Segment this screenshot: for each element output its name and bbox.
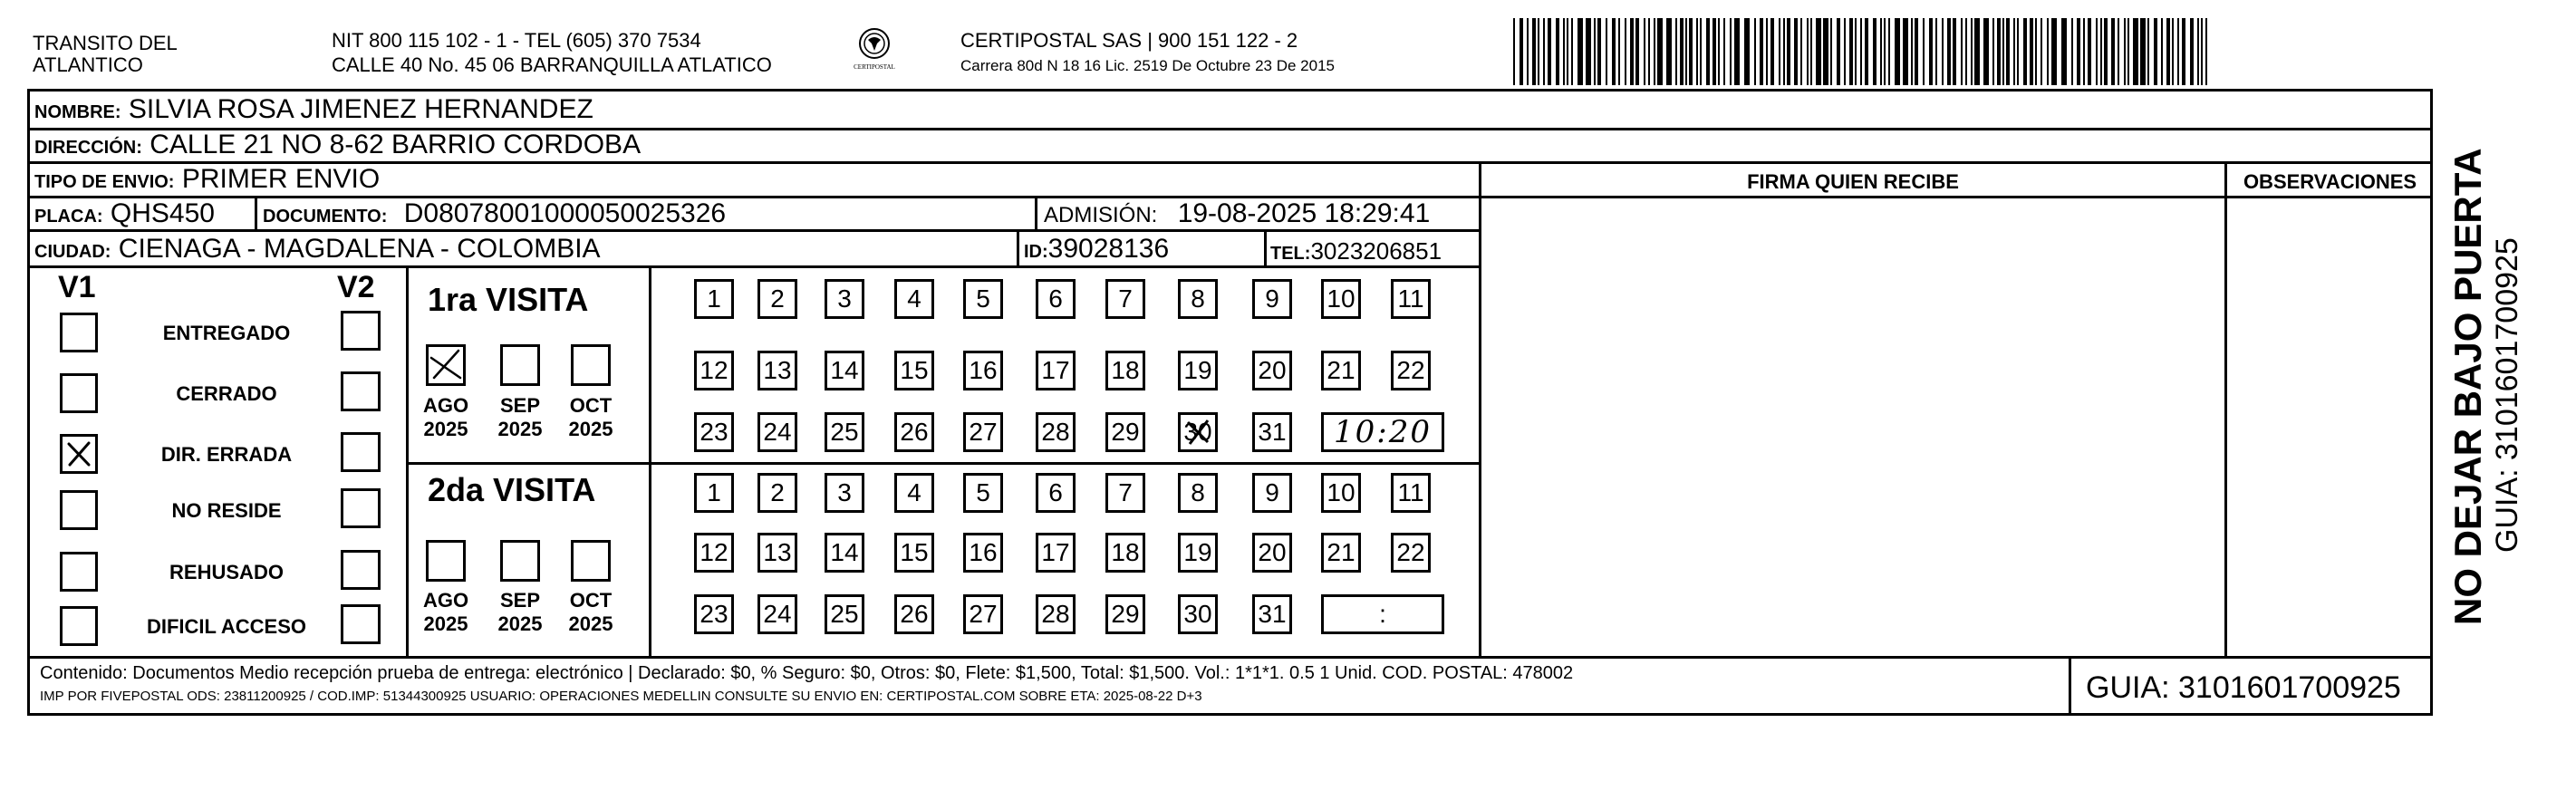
barcode-bar bbox=[2017, 18, 2019, 85]
barcode-bar bbox=[1538, 18, 1539, 85]
barcode-bar bbox=[2013, 18, 2015, 85]
first-visit-month-checkbox[interactable] bbox=[571, 344, 611, 386]
month-name: SEP bbox=[499, 589, 541, 612]
second-visit-day-12[interactable]: 12 bbox=[694, 533, 734, 573]
barcode-bar bbox=[1915, 18, 1918, 85]
barcode-bar bbox=[2190, 18, 2194, 85]
nombre-label: NOMBRE: bbox=[34, 102, 121, 122]
first-visit-day-31[interactable]: 31 bbox=[1252, 412, 1292, 452]
second-visit-day-19[interactable]: 19 bbox=[1178, 533, 1218, 573]
barcode-bar bbox=[1685, 18, 1687, 85]
barcode-bar bbox=[2083, 18, 2085, 85]
status-v2-checkbox[interactable] bbox=[341, 432, 381, 472]
status-v1-checkbox[interactable] bbox=[60, 313, 98, 352]
first-visit-day-11[interactable]: 11 bbox=[1391, 279, 1431, 319]
status-v2-checkbox[interactable] bbox=[341, 604, 381, 644]
documento-value: D08078001000050025326 bbox=[403, 198, 727, 228]
status-label: CERRADO bbox=[176, 382, 277, 405]
second-visit-day-20[interactable]: 20 bbox=[1252, 533, 1292, 573]
barcode-bar bbox=[1965, 18, 1967, 85]
second-visit-day-4[interactable]: 4 bbox=[894, 473, 934, 513]
first-visit-month-label bbox=[419, 394, 473, 441]
second-visit-day-16[interactable]: 16 bbox=[963, 533, 1003, 573]
barcode-bar bbox=[2041, 18, 2042, 85]
address-line: CALLE 40 No. 45 06 BARRANQUILLA ATLATICO bbox=[332, 53, 772, 76]
second-visit-day-21[interactable]: 21 bbox=[1321, 533, 1361, 573]
v2-header: V2 bbox=[337, 270, 375, 304]
first-visit-day-21[interactable]: 21 bbox=[1321, 351, 1361, 390]
barcode-bar bbox=[1577, 18, 1583, 85]
second-visit-day-17[interactable]: 17 bbox=[1036, 533, 1076, 573]
no-dejar-warning: NO DEJAR BAJO PUERTA bbox=[2446, 148, 2489, 625]
second-visit-month-checkbox[interactable] bbox=[426, 540, 466, 582]
admision-row bbox=[1044, 198, 1430, 231]
barcode-bar bbox=[1718, 18, 1720, 85]
barcode-bar bbox=[1571, 18, 1573, 85]
status-v2-checkbox[interactable] bbox=[341, 488, 381, 528]
status-v1-checkbox[interactable] bbox=[60, 373, 98, 413]
license-line: Carrera 80d N 18 16 Lic. 2519 De Octubre 23 De 2015 bbox=[960, 57, 1335, 74]
barcode-bar bbox=[1935, 18, 1937, 85]
footer-guia: GUIA: 3101601700925 bbox=[2086, 670, 2401, 705]
barcode-bar bbox=[2088, 18, 2091, 85]
ciudad-label: CIUDAD: bbox=[34, 242, 111, 262]
first-visit-day-27[interactable]: 27 bbox=[963, 412, 1003, 452]
barcode-bar bbox=[1625, 18, 1626, 85]
barcode-bar bbox=[2127, 18, 2129, 85]
barcode-bar bbox=[2006, 18, 2010, 85]
barcode-bar bbox=[1648, 18, 1650, 85]
month-year: 2025 bbox=[497, 612, 543, 635]
second-visit-month-label bbox=[493, 589, 547, 636]
first-visit-day-17[interactable]: 17 bbox=[1036, 351, 1076, 390]
barcode-bar bbox=[1744, 18, 1750, 85]
barcode-bar bbox=[1563, 18, 1565, 85]
barcode-bar bbox=[1823, 18, 1828, 85]
barcode-bar bbox=[2051, 18, 2057, 85]
first-visit-day-12[interactable]: 12 bbox=[694, 351, 734, 390]
barcode-bar bbox=[1612, 18, 1616, 85]
first-visit-day-8[interactable]: 8 bbox=[1178, 279, 1218, 319]
barcode-bar bbox=[1844, 18, 1846, 85]
second-visit-day-31[interactable]: 31 bbox=[1252, 594, 1292, 634]
first-visit-day-18[interactable]: 18 bbox=[1105, 351, 1145, 390]
tipo-envio-label: TIPO DE ENVIO: bbox=[34, 172, 175, 192]
month-name: SEP bbox=[499, 394, 541, 417]
second-visit-day-6[interactable]: 6 bbox=[1036, 473, 1076, 513]
v1-header: V1 bbox=[58, 270, 96, 304]
barcode-bar bbox=[2111, 18, 2115, 85]
second-visit-title: 2da VISITA bbox=[428, 471, 596, 508]
barcode-bar bbox=[1532, 18, 1536, 85]
barcode-bar bbox=[2071, 18, 2073, 85]
barcode-bar bbox=[2201, 18, 2203, 85]
second-visit-month-checkbox[interactable] bbox=[500, 540, 540, 582]
barcode-bar bbox=[2096, 18, 2098, 85]
divider bbox=[1035, 196, 1037, 231]
barcode-bar bbox=[1527, 18, 1529, 85]
second-visit-day-9[interactable]: 9 bbox=[1252, 473, 1292, 513]
month-year: 2025 bbox=[423, 418, 468, 440]
barcode-bar bbox=[1888, 18, 1890, 85]
placa-label: PLACA: bbox=[34, 207, 103, 227]
first-visit-day-6[interactable]: 6 bbox=[1036, 279, 1076, 319]
barcode-bar bbox=[2140, 18, 2146, 85]
barcode-bar bbox=[1760, 18, 1763, 85]
barcode-bar bbox=[2172, 18, 2174, 85]
barcode-bar bbox=[1837, 18, 1840, 85]
tipo-envio-value: PRIMER ENVIO bbox=[181, 164, 381, 194]
first-visit-day-20[interactable]: 20 bbox=[1252, 351, 1292, 390]
second-visit-day-1[interactable]: 1 bbox=[694, 473, 734, 513]
barcode bbox=[1511, 18, 2214, 85]
second-visit-day-15[interactable]: 15 bbox=[894, 533, 934, 573]
barcode-bar bbox=[1754, 18, 1756, 85]
first-visit-day-5[interactable]: 5 bbox=[963, 279, 1003, 319]
barcode-bar bbox=[2002, 18, 2004, 85]
barcode-bar bbox=[1849, 18, 1853, 85]
barcode-bar bbox=[1766, 18, 1768, 85]
barcode-bar bbox=[1810, 18, 1812, 85]
second-visit-day-2[interactable]: 2 bbox=[757, 473, 797, 513]
barcode-bar bbox=[1556, 18, 1559, 85]
barcode-bar bbox=[1635, 18, 1639, 85]
status-label: DIFICIL ACCESO bbox=[146, 615, 306, 638]
first-visit-day-30[interactable]: 30 bbox=[1178, 412, 1218, 452]
barcode-bar bbox=[1513, 18, 1515, 85]
barcode-bar bbox=[1666, 18, 1672, 85]
barcode-bar bbox=[2133, 18, 2138, 85]
barcode-bar bbox=[2100, 18, 2102, 85]
barcode-bar bbox=[1884, 18, 1886, 85]
month-year: 2025 bbox=[568, 418, 613, 440]
tipo-envio-row bbox=[34, 164, 380, 198]
barcode-bar bbox=[1597, 18, 1601, 85]
first-visit-time-field[interactable]: 10:20 bbox=[1321, 412, 1444, 452]
barcode-bar bbox=[1807, 18, 1809, 85]
first-visit-day-3[interactable]: 3 bbox=[825, 279, 864, 319]
second-visit-day-5[interactable]: 5 bbox=[963, 473, 1003, 513]
barcode-bar bbox=[1606, 18, 1607, 85]
day-check-mark bbox=[1181, 415, 1215, 449]
first-visit-day-10[interactable]: 10 bbox=[1321, 279, 1361, 319]
barcode-bar bbox=[2104, 18, 2108, 85]
barcode-bar bbox=[1880, 18, 1882, 85]
barcode-bar bbox=[1929, 18, 1933, 85]
barcode-bar bbox=[1942, 18, 1944, 85]
barcode-bar bbox=[1794, 18, 1798, 85]
second-visit-day-29[interactable]: 29 bbox=[1105, 594, 1145, 634]
month-year: 2025 bbox=[568, 612, 613, 635]
divider bbox=[1017, 229, 1019, 267]
certipostal-logo bbox=[843, 27, 906, 78]
first-visit-day-15[interactable]: 15 bbox=[894, 351, 934, 390]
nombre-row bbox=[34, 94, 593, 128]
barcode-bar bbox=[1961, 18, 1963, 85]
second-visit-day-14[interactable]: 14 bbox=[825, 533, 864, 573]
first-visit-month-checkbox[interactable] bbox=[500, 344, 540, 386]
month-year: 2025 bbox=[423, 612, 468, 635]
barcode-bar bbox=[2177, 18, 2179, 85]
direccion-value: CALLE 21 NO 8-62 BARRIO CORDOBA bbox=[150, 130, 642, 159]
second-visit-month-label bbox=[564, 589, 618, 636]
barcode-bar bbox=[2061, 18, 2067, 85]
second-visit-time-field[interactable]: : bbox=[1321, 594, 1444, 634]
barcode-bar bbox=[1783, 18, 1785, 85]
divider bbox=[2224, 161, 2227, 658]
barcode-bar bbox=[1520, 18, 1523, 85]
imp-text: IMP POR FIVEPOSTAL ODS: 23811200925 / COD.IMP: 51344300925 USUARIO: OPERACIONES MEDELLIN CONSULTE SU ENVIO EN: CERTIPOSTAL.COM SOBRE ETA: 2025-08-22 D+3 bbox=[40, 689, 1202, 704]
side-guia: GUIA: 3101601700925 bbox=[2490, 237, 2524, 553]
nombre-value: SILVIA ROSA JIMENEZ HERNANDEZ bbox=[128, 94, 593, 124]
second-visit-day-7[interactable]: 7 bbox=[1105, 473, 1145, 513]
first-visit-day-14[interactable]: 14 bbox=[825, 351, 864, 390]
barcode-bar bbox=[1800, 18, 1802, 85]
barcode-bar bbox=[2077, 18, 2080, 85]
month-name: OCT bbox=[569, 589, 613, 612]
id-value: 39028136 bbox=[1047, 234, 1170, 264]
barcode-bar bbox=[1971, 18, 1973, 85]
tel-label: TEL: bbox=[1270, 244, 1311, 264]
contenido-text: Contenido: Documentos Medio recepción prueba de entrega: electrónico | Declarado: $0, % Seguro: $0, Otros: $0, Flete: $1,500, Total: $1,500. Vol.: 1*1*1. 0.5 1 Unid. COD. POSTAL: 478002 bbox=[40, 663, 1574, 683]
barcode-bar bbox=[1923, 18, 1925, 85]
observaciones-header: OBSERVACIONES bbox=[2243, 170, 2417, 193]
second-visit-day-18[interactable]: 18 bbox=[1105, 533, 1145, 573]
barcode-bar bbox=[1586, 18, 1591, 85]
barcode-bar bbox=[2166, 18, 2170, 85]
barcode-bar bbox=[2118, 18, 2119, 85]
barcode-bar bbox=[1723, 18, 1725, 85]
first-visit-day-28[interactable]: 28 bbox=[1036, 412, 1076, 452]
status-label: NO RESIDE bbox=[171, 499, 282, 522]
divider bbox=[2069, 656, 2071, 716]
status-v1-checkbox[interactable] bbox=[60, 606, 98, 646]
second-visit-day-13[interactable]: 13 bbox=[757, 533, 797, 573]
barcode-bar bbox=[1873, 18, 1877, 85]
first-visit-day-22[interactable]: 22 bbox=[1391, 351, 1431, 390]
status-label: ENTREGADO bbox=[162, 322, 291, 344]
second-visit-day-25[interactable]: 25 bbox=[825, 594, 864, 634]
barcode-bar bbox=[1787, 18, 1790, 85]
first-visit-day-23[interactable]: 23 bbox=[694, 412, 734, 452]
month-name: OCT bbox=[569, 394, 613, 417]
barcode-bar bbox=[1860, 18, 1862, 85]
status-v1-checkbox[interactable] bbox=[60, 434, 98, 474]
status-v2-checkbox[interactable] bbox=[341, 550, 381, 590]
barcode-bar bbox=[1700, 18, 1702, 85]
barcode-bar bbox=[2030, 18, 2033, 85]
barcode-bar bbox=[1770, 18, 1774, 85]
second-visit-day-10[interactable]: 10 bbox=[1321, 473, 1361, 513]
barcode-bar bbox=[2047, 18, 2049, 85]
barcode-bar bbox=[1618, 18, 1620, 85]
barcode-bar bbox=[2147, 18, 2149, 85]
barcode-bar bbox=[1903, 18, 1908, 85]
divider bbox=[255, 196, 257, 231]
barcode-bar bbox=[2154, 18, 2157, 85]
tel-value: 3023206851 bbox=[1310, 237, 1442, 265]
direccion-row bbox=[34, 130, 641, 163]
barcode-bar bbox=[1997, 18, 2001, 85]
first-visit-month-label bbox=[493, 394, 547, 441]
placa-row bbox=[34, 198, 215, 232]
first-visit-day-26[interactable]: 26 bbox=[894, 412, 934, 452]
first-visit-day-25[interactable]: 25 bbox=[825, 412, 864, 452]
barcode-bar bbox=[1594, 18, 1596, 85]
barcode-bar bbox=[1675, 18, 1677, 85]
barcode-bar bbox=[1543, 18, 1545, 85]
second-visit-day-27[interactable]: 27 bbox=[963, 594, 1003, 634]
nit-line: NIT 800 115 102 - 1 - TEL (605) 370 7534 bbox=[332, 29, 701, 52]
divider bbox=[1264, 229, 1267, 267]
status-v2-checkbox[interactable] bbox=[341, 371, 381, 411]
barcode-bar bbox=[1567, 18, 1568, 85]
barcode-bar bbox=[1895, 18, 1900, 85]
second-visit-day-26[interactable]: 26 bbox=[894, 594, 934, 634]
barcode-bar bbox=[1816, 18, 1821, 85]
id-row bbox=[1024, 234, 1169, 267]
second-visit-month-checkbox[interactable] bbox=[571, 540, 611, 582]
barcode-bar bbox=[1974, 18, 1980, 85]
placa-value: QHS450 bbox=[110, 198, 215, 228]
first-visit-day-16[interactable]: 16 bbox=[963, 351, 1003, 390]
barcode-bar bbox=[1654, 18, 1655, 85]
divider bbox=[27, 656, 2433, 659]
first-visit-month-checkbox[interactable] bbox=[426, 344, 466, 386]
barcode-bar bbox=[2161, 18, 2163, 85]
status-label: REHUSADO bbox=[169, 561, 284, 583]
status-v1-checkbox[interactable] bbox=[60, 552, 98, 592]
first-visit-day-2[interactable]: 2 bbox=[757, 279, 797, 319]
barcode-bar bbox=[1548, 18, 1551, 85]
first-visit-day-4[interactable]: 4 bbox=[894, 279, 934, 319]
ciudad-value: CIENAGA - MAGDALENA - COLOMBIA bbox=[118, 234, 601, 264]
direccion-label: DIRECCIÓN: bbox=[34, 138, 142, 158]
second-visit-day-30[interactable]: 30 bbox=[1178, 594, 1218, 634]
barcode-bar bbox=[1865, 18, 1868, 85]
documento-label: DOCUMENTO: bbox=[263, 207, 388, 227]
first-visit-day-1[interactable]: 1 bbox=[694, 279, 734, 319]
barcode-bar bbox=[2182, 18, 2185, 85]
barcode-bar bbox=[1830, 18, 1832, 85]
month-name: AGO bbox=[422, 589, 469, 612]
month-name: AGO bbox=[422, 394, 469, 417]
barcode-bar bbox=[1630, 18, 1634, 85]
divider bbox=[406, 462, 1481, 465]
id-label: ID: bbox=[1024, 242, 1048, 262]
org-name-line1: TRANSITO DEL bbox=[33, 32, 178, 54]
barcode-bar bbox=[1947, 18, 1951, 85]
second-visit-month-label bbox=[419, 589, 473, 636]
status-label: DIR. ERRADA bbox=[160, 443, 293, 466]
month-year: 2025 bbox=[497, 418, 543, 440]
documento-row bbox=[263, 198, 726, 232]
barcode-bar bbox=[1657, 18, 1663, 85]
barcode-bar bbox=[1953, 18, 1956, 85]
second-visit-day-24[interactable]: 24 bbox=[757, 594, 797, 634]
barcode-bar bbox=[1911, 18, 1913, 85]
first-visit-month-label bbox=[564, 394, 618, 441]
barcode-bar bbox=[1713, 18, 1716, 85]
barcode-bar bbox=[1992, 18, 1994, 85]
tel-row bbox=[1270, 236, 1442, 269]
first-visit-day-7[interactable]: 7 bbox=[1105, 279, 1145, 319]
second-visit-day-22[interactable]: 22 bbox=[1391, 533, 1431, 573]
barcode-bar bbox=[2205, 18, 2207, 85]
barcode-bar bbox=[2197, 18, 2199, 85]
company-line: CERTIPOSTAL SAS | 900 151 122 - 2 bbox=[960, 29, 1298, 52]
first-visit-day-13[interactable]: 13 bbox=[757, 351, 797, 390]
barcode-bar bbox=[1680, 18, 1684, 85]
first-visit-day-29[interactable]: 29 bbox=[1105, 412, 1145, 452]
barcode-bar bbox=[2124, 18, 2126, 85]
second-visit-day-8[interactable]: 8 bbox=[1178, 473, 1218, 513]
barcode-bar bbox=[1983, 18, 1989, 85]
barcode-bar bbox=[1779, 18, 1780, 85]
first-visit-title: 1ra VISITA bbox=[428, 281, 589, 318]
admision-value: 19-08-2025 18:29:41 bbox=[1177, 198, 1431, 228]
first-visit-day-19[interactable]: 19 bbox=[1178, 351, 1218, 390]
divider bbox=[1479, 161, 1481, 658]
logo-text: CERTIPOSTAL bbox=[854, 63, 895, 71]
org-name-line2: ATLANTICO bbox=[33, 53, 143, 76]
second-visit-day-28[interactable]: 28 bbox=[1036, 594, 1076, 634]
firma-header: FIRMA QUIEN RECIBE bbox=[1747, 170, 1959, 193]
barcode-bar bbox=[1644, 18, 1645, 85]
second-visit-day-11[interactable]: 11 bbox=[1391, 473, 1431, 513]
barcode-bar bbox=[1689, 18, 1693, 85]
barcode-bar bbox=[2035, 18, 2037, 85]
admision-label: ADMISIÓN: bbox=[1044, 203, 1158, 227]
status-v2-checkbox[interactable] bbox=[341, 311, 381, 351]
first-visit-day-24[interactable]: 24 bbox=[757, 412, 797, 452]
barcode-bar bbox=[1696, 18, 1698, 85]
barcode-bar bbox=[1734, 18, 1740, 85]
ciudad-row bbox=[34, 234, 601, 267]
barcode-bar bbox=[1730, 18, 1732, 85]
barcode-bar bbox=[2023, 18, 2027, 85]
barcode-bar bbox=[1706, 18, 1710, 85]
status-v1-checkbox[interactable] bbox=[60, 490, 98, 530]
barcode-bar bbox=[1855, 18, 1857, 85]
first-visit-day-9[interactable]: 9 bbox=[1252, 279, 1292, 319]
second-visit-day-23[interactable]: 23 bbox=[694, 594, 734, 634]
second-visit-day-3[interactable]: 3 bbox=[825, 473, 864, 513]
